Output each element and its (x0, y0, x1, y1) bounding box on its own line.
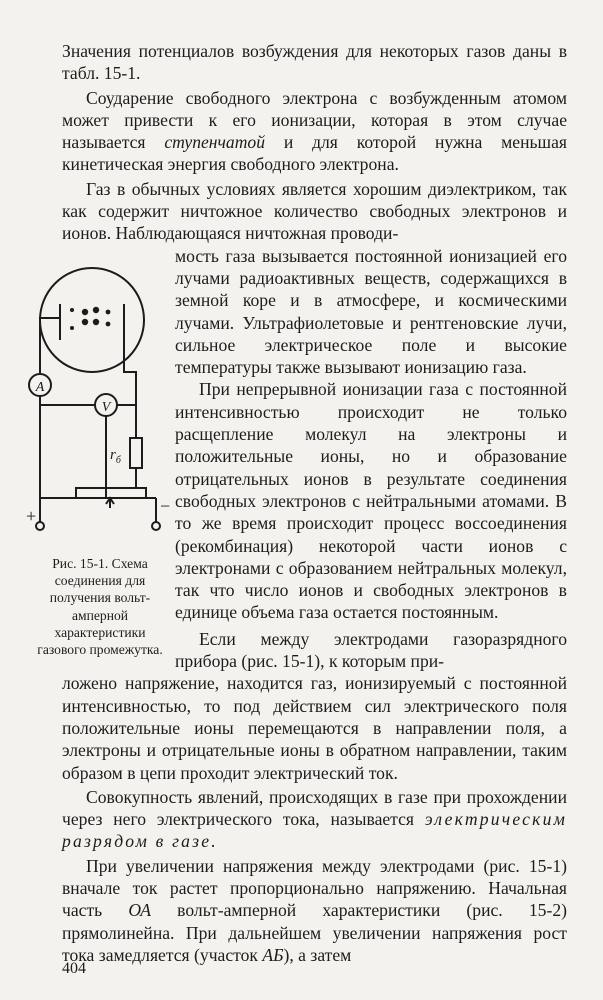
paragraph-4: При непрерывной ионизации газа с постоянной интенсивностью происходит не только расщепление молекул на электроны и положительные ионы, но и образование отрицательных ионов в результате соединения свободных электронов с нейтральными атомами. В то же время происходит процесс воссоединения (рекомбинация) некоторой части ионов с электронами с образованием нейтральных молекул, так что число ионов и свободных электронов в единице объема газа остается постоянным. (175, 379, 567, 623)
paragraph-3-column: мость газа вызывается постоянной ионизацией его лучами радиоактивных веществ, содержащихся в земной коре и в атмосфере, и космическими лучами. Ультрафиолетовые и рентгеновские лучи, сильное электрическое поле и высокие температуры также вызывают ионизацию газа. (175, 245, 567, 378)
page-number: 404 (62, 960, 86, 977)
figure-caption: Рис. 15-1. Схема соединения для получения вольт-амперной характеристики газового промежутка. (37, 556, 163, 658)
minus-terminal-label: − (160, 496, 171, 516)
paragraph-3-full: Газ в обычных условиях является хорошим диэлектриком, так как содержит ничтожное количество свободных электронов и ионов. Наблюдающаяся ничтожная проводи- (62, 178, 567, 244)
circuit-diagram (26, 260, 171, 545)
resistor-symbol (130, 438, 142, 468)
figure-15-1 (26, 260, 171, 550)
voltmeter-label: V (101, 400, 111, 415)
potentiometer-symbol (76, 488, 146, 498)
paragraph-1: Значения потенциалов возбуждения для некоторых газов даны в табл. 15-1. (62, 41, 567, 84)
ammeter-label: A (35, 380, 45, 395)
paragraph-7: При увеличении напряжения между электродами (рис. 15-1) вначале ток растет пропорционально напряжению. Начальная часть ОА вольт-амперной характеристики (рис. 15-2) прямолинейна. При дальнейшем увеличении напряжения рост тока замедляется (участок АБ), а затем (62, 855, 567, 965)
paragraph-5-full: ложено напряжение, находится газ, ионизируемый с постоянной интенсивностью, то под действием сил электрического поля положительные ионы перемещаются в направлении поля, а электроны и отрицательные ионы в обратном направлении, таким образом в цепи проходит электрический ток. (62, 673, 567, 783)
page-body (26, 40, 567, 966)
paragraph-6: Совокупность явлений, происходящих в газе при прохождении через него электрического тока, называется электрическим разрядом в газе. (62, 786, 567, 852)
paragraph-2: Соударение свободного электрона с возбужденным атомом может привести к его ионизации, которая в этом случае называется ступенчатой и для которой нужна меньшая кинетическая энергия свободного электрона. (62, 87, 567, 175)
gas-tube-envelope (40, 268, 144, 372)
plus-terminal-label: + (26, 506, 37, 526)
potentiometer-slider (106, 498, 114, 508)
paragraph-5-column: Если между электродами газоразрядного прибора (рис. 15-1), к которым при- (175, 628, 567, 672)
resistor-label: $r_б$ (110, 447, 121, 466)
